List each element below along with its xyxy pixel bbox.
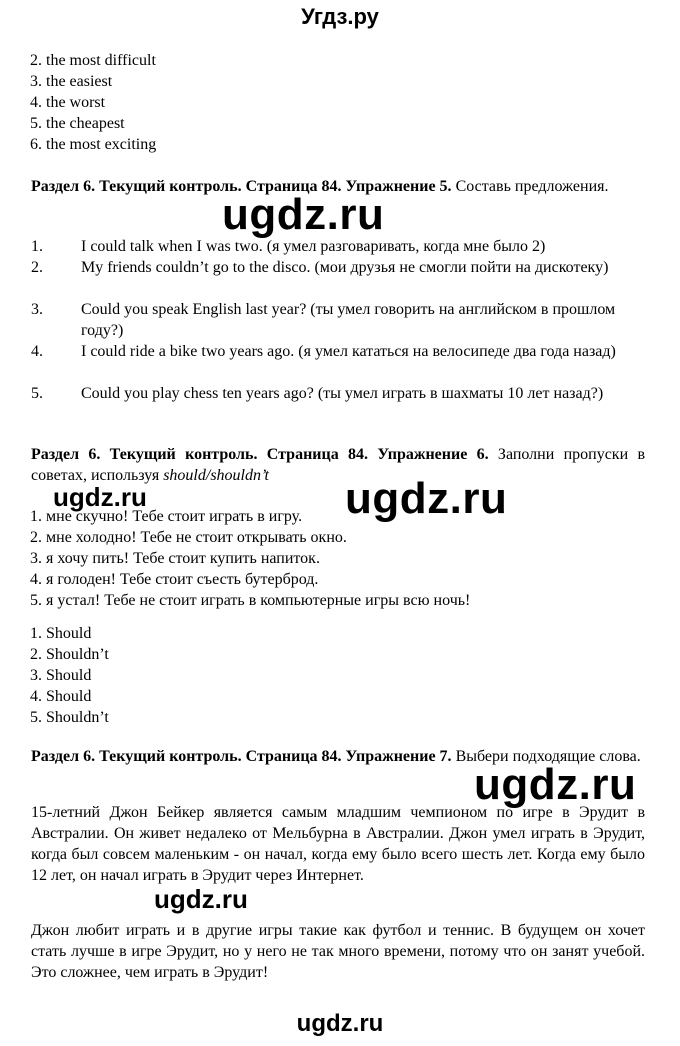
exercise-heading: Раздел 6. Текущий контроль. Страница 84. Упражнение 7. [31, 748, 452, 765]
exercise-7-paragraph-1: 15-летний Джон Бейкер является самым младшим чемпионом по игре в Эрудит в Австралии. Он живет недалеко от Мельбурна в Австралии. Джон умел играть в Эрудит, когда был совсем маленьким - он начал, когда ему было всего шесть лет. Когда ему было 12 лет, он начал играть в Эрудит через Интернет. [31, 804, 645, 884]
exercise-task-italic: should/shouldn’t [163, 467, 269, 484]
watermark: ugdz.ru [53, 482, 147, 512]
exercise-6-sentences [30, 506, 470, 611]
exercise-task: Составь предложения. [455, 178, 609, 195]
list-item: 4. Should [30, 688, 92, 705]
list-item: 1. Should [30, 625, 92, 642]
list-item: 1. мне скучно! Тебе стоит играть в игру. [30, 508, 303, 525]
site-title[interactable]: Угдз.ру [301, 4, 379, 29]
list-item: 3. Should [30, 667, 92, 684]
list-item: 2. the most difficult [30, 52, 156, 69]
list-item: 6. the most exciting [30, 136, 157, 153]
list-item: 4. I could ride a bike two years ago. (я умел кататься на велосипеде два года назад) [31, 343, 616, 360]
exercise-task: Заполни пропуски в советах, используя [31, 446, 645, 484]
exercise-7-paragraph-2: Джон любит играть и в другие игры такие как футбол и теннис. В будущем он хочет стать лучше в игре Эрудит, но у него не так много времени, потому что он занят учебой. Это сложнее, чем играть в Эрудит! [31, 922, 645, 981]
exercise-task: Выбери подходящие слова. [455, 748, 641, 765]
list-item: 2. My friends couldn’t go to the disco. (мои друзья не смогли пойти на дискотеку) [31, 259, 609, 276]
list-item: 3. Could you speak English last year? (ты умел говорить на английском в прошлом году?) [31, 301, 616, 339]
list-item: 4. я голоден! Тебе стоит съесть бутерброд. [30, 571, 319, 588]
list-item: 3. the easiest [30, 73, 113, 90]
list-item: 1. I could talk when I was two. (я умел разговаривать, когда мне было 2) [31, 238, 546, 255]
list-item: 3. я хочу пить! Тебе стоит купить напиток. [30, 550, 320, 567]
list-item: 5. Could you play chess ten years ago? (ты умел играть в шахматы 10 лет назад?) [31, 385, 604, 402]
exercise-heading: Раздел 6. Текущий контроль. Страница 84. Упражнение 6. [31, 446, 489, 463]
list-item: 4. the worst [30, 94, 106, 111]
watermark: ugdz.ru [222, 190, 385, 239]
watermark: ugdz.ru [345, 474, 508, 523]
footer-watermark: ugdz.ru [296, 1010, 384, 1037]
list-item: 5. the cheapest [30, 115, 125, 132]
list-item: 2. Shouldn’t [30, 646, 109, 663]
list-item: 5. Shouldn’t [30, 709, 109, 726]
exercise-5-list [31, 236, 651, 425]
list-item: 2. мне холодно! Тебе не стоит открывать окно. [30, 529, 347, 546]
exercise-6-answers [30, 623, 109, 728]
exercise-heading: Раздел 6. Текущий контроль. Страница 84. Упражнение 5. [31, 178, 452, 195]
exercise-6-header [31, 444, 645, 486]
top-answer-list [30, 50, 156, 155]
list-item: 5. я устал! Тебе не стоит играть в компьютерные игры всю ночь! [30, 592, 471, 609]
watermark: ugdz.ru [474, 760, 637, 809]
watermark: ugdz.ru [154, 884, 248, 914]
